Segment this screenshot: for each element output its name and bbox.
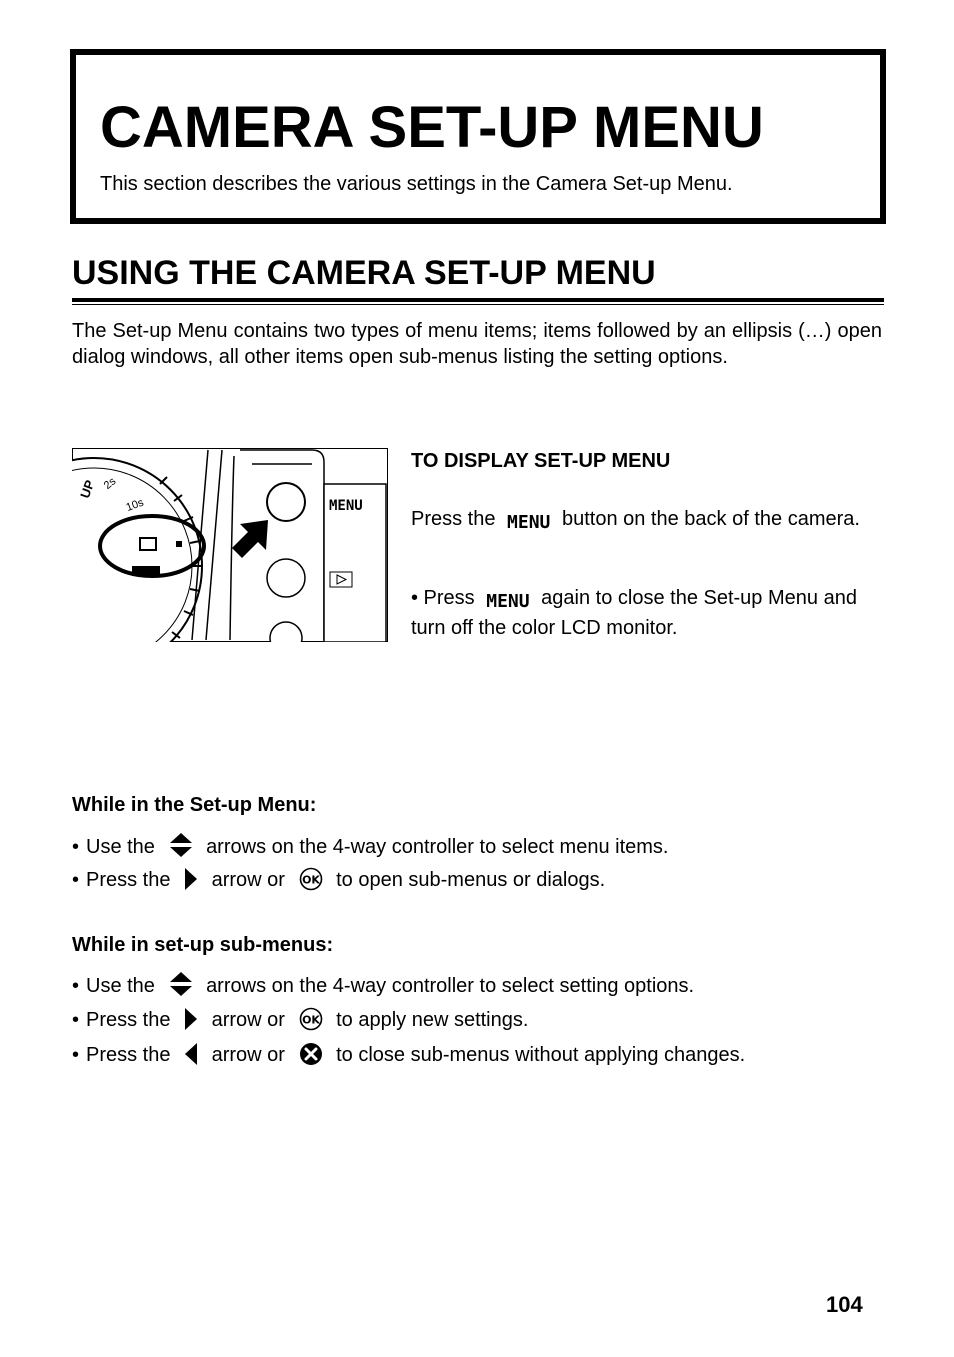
svg-text:OK: OK xyxy=(301,1013,320,1027)
display-note xyxy=(411,585,882,641)
dial-label-up: UP xyxy=(77,478,98,501)
camera-back-illustration xyxy=(72,448,388,642)
menu-key-icon: MENU xyxy=(507,512,551,533)
title-box xyxy=(70,49,886,224)
svg-text:OK: OK xyxy=(301,873,320,887)
display-p1-after: button on the back of the camera. xyxy=(561,508,860,530)
page-number: 104 xyxy=(826,1292,863,1317)
up-down-arrows-icon xyxy=(169,971,193,997)
right-arrow-icon xyxy=(184,867,198,891)
display-p2-before: • Press xyxy=(411,587,475,609)
display-paragraph xyxy=(411,506,882,536)
list-item: • Use the arrows on the 4-way controller to select menu items. xyxy=(72,832,668,860)
display-p1-before: Press the xyxy=(411,508,496,530)
menu-button-label: MENU xyxy=(329,498,363,514)
section-rule-thin xyxy=(72,304,884,305)
left-arrow-icon xyxy=(184,1042,198,1066)
display-p2-after: again to close the Set-up Menu and turn off the color LCD monitor. xyxy=(411,587,857,639)
list-item: • Press the arrow or OK to apply new settings. xyxy=(72,1009,529,1031)
list-item: • Press the arrow or OK to open sub-menus or dialogs. xyxy=(72,869,606,891)
ok-button-icon xyxy=(299,1007,323,1031)
section-rule-thick xyxy=(72,298,884,302)
intro-paragraph: The Set-up Menu contains two types of menu items; items followed by an ellipsis (…) open dialog windows, all other items open sub-menus listing the setting options. xyxy=(72,320,882,368)
dial-label-2s: 2s xyxy=(101,475,119,492)
while-menu-heading: While in the Set-up Menu: xyxy=(72,794,317,816)
page-title: CAMERA SET-UP MENU xyxy=(100,95,764,160)
menu-key-icon: MENU xyxy=(486,591,530,612)
ok-button-icon xyxy=(299,867,323,891)
list-item: • Press the arrow or to close sub-menus without applying changes. xyxy=(72,1044,746,1066)
page-subtitle: This section describes the various settings in the Camera Set-up Menu. xyxy=(100,173,733,195)
up-down-arrows-icon xyxy=(169,832,193,858)
section-heading: USING THE CAMERA SET-UP MENU xyxy=(72,254,656,292)
list-item: • Use the arrows on the 4-way controller to select setting options. xyxy=(72,971,694,999)
right-arrow-icon xyxy=(184,1007,198,1031)
display-heading: TO DISPLAY SET-UP MENU xyxy=(411,450,671,472)
dial-label-10s: 10s xyxy=(124,496,146,514)
cancel-x-icon xyxy=(299,1042,323,1066)
while-sub-heading: While in set-up sub-menus: xyxy=(72,934,334,956)
